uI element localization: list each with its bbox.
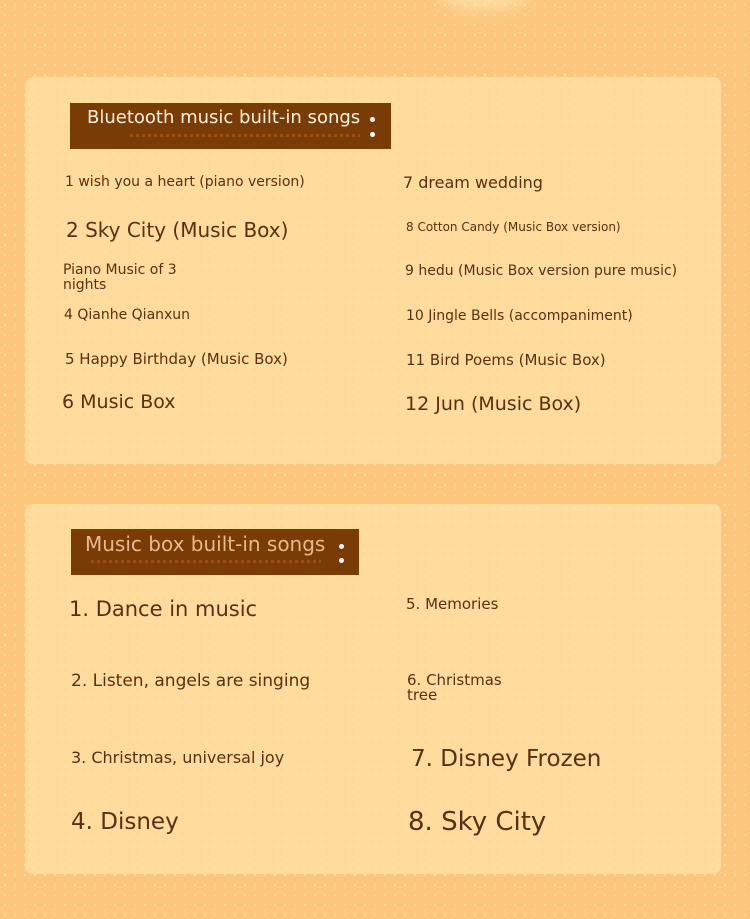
song-item: 6 Music Box	[62, 391, 176, 413]
song-item: 8 Cotton Candy (Music Box version)	[406, 220, 621, 234]
song-item: 4. Disney	[71, 809, 179, 835]
song-item: Piano Music of 3 nights	[63, 262, 177, 293]
song-item: 1. Dance in music	[69, 597, 258, 621]
music-box-section-title: Music box built-in songs	[85, 532, 326, 556]
song-item: 10 Jingle Bells (accompaniment)	[406, 308, 633, 324]
song-item: 2 Sky City (Music Box)	[66, 218, 289, 242]
heading-texture	[130, 134, 360, 137]
song-item: 8. Sky City	[408, 807, 547, 837]
song-item: 9 hedu (Music Box version pure music)	[405, 263, 678, 279]
song-item: 1 wish you a heart (piano version)	[65, 174, 305, 190]
song-item: 2. Listen, angels are singing	[71, 671, 311, 691]
song-item: 5 Happy Birthday (Music Box)	[65, 350, 288, 368]
song-item: 12 Jun (Music Box)	[405, 393, 582, 415]
song-item: 3. Christmas, universal joy	[71, 748, 285, 767]
music-box-section-heading	[71, 529, 359, 575]
bluetooth-songs-panel	[25, 77, 721, 464]
bluetooth-section-heading	[70, 103, 391, 149]
song-item: 5. Memories	[406, 595, 499, 613]
decor-dot	[339, 544, 344, 549]
decor-dot	[370, 117, 375, 122]
bluetooth-section-title: Bluetooth music built-in songs	[87, 107, 361, 128]
song-item: 6. Christmas tree	[407, 671, 502, 704]
heading-texture	[91, 560, 321, 563]
music-box-songs-panel	[25, 504, 721, 874]
decor-dot	[370, 132, 375, 137]
light-glow	[440, 0, 530, 10]
song-item: 4 Qianhe Qianxun	[64, 307, 191, 323]
song-item: 11 Bird Poems (Music Box)	[406, 351, 606, 369]
decor-dot	[339, 558, 344, 563]
song-item: 7 dream wedding	[403, 173, 543, 192]
song-item: 7. Disney Frozen	[411, 746, 602, 772]
